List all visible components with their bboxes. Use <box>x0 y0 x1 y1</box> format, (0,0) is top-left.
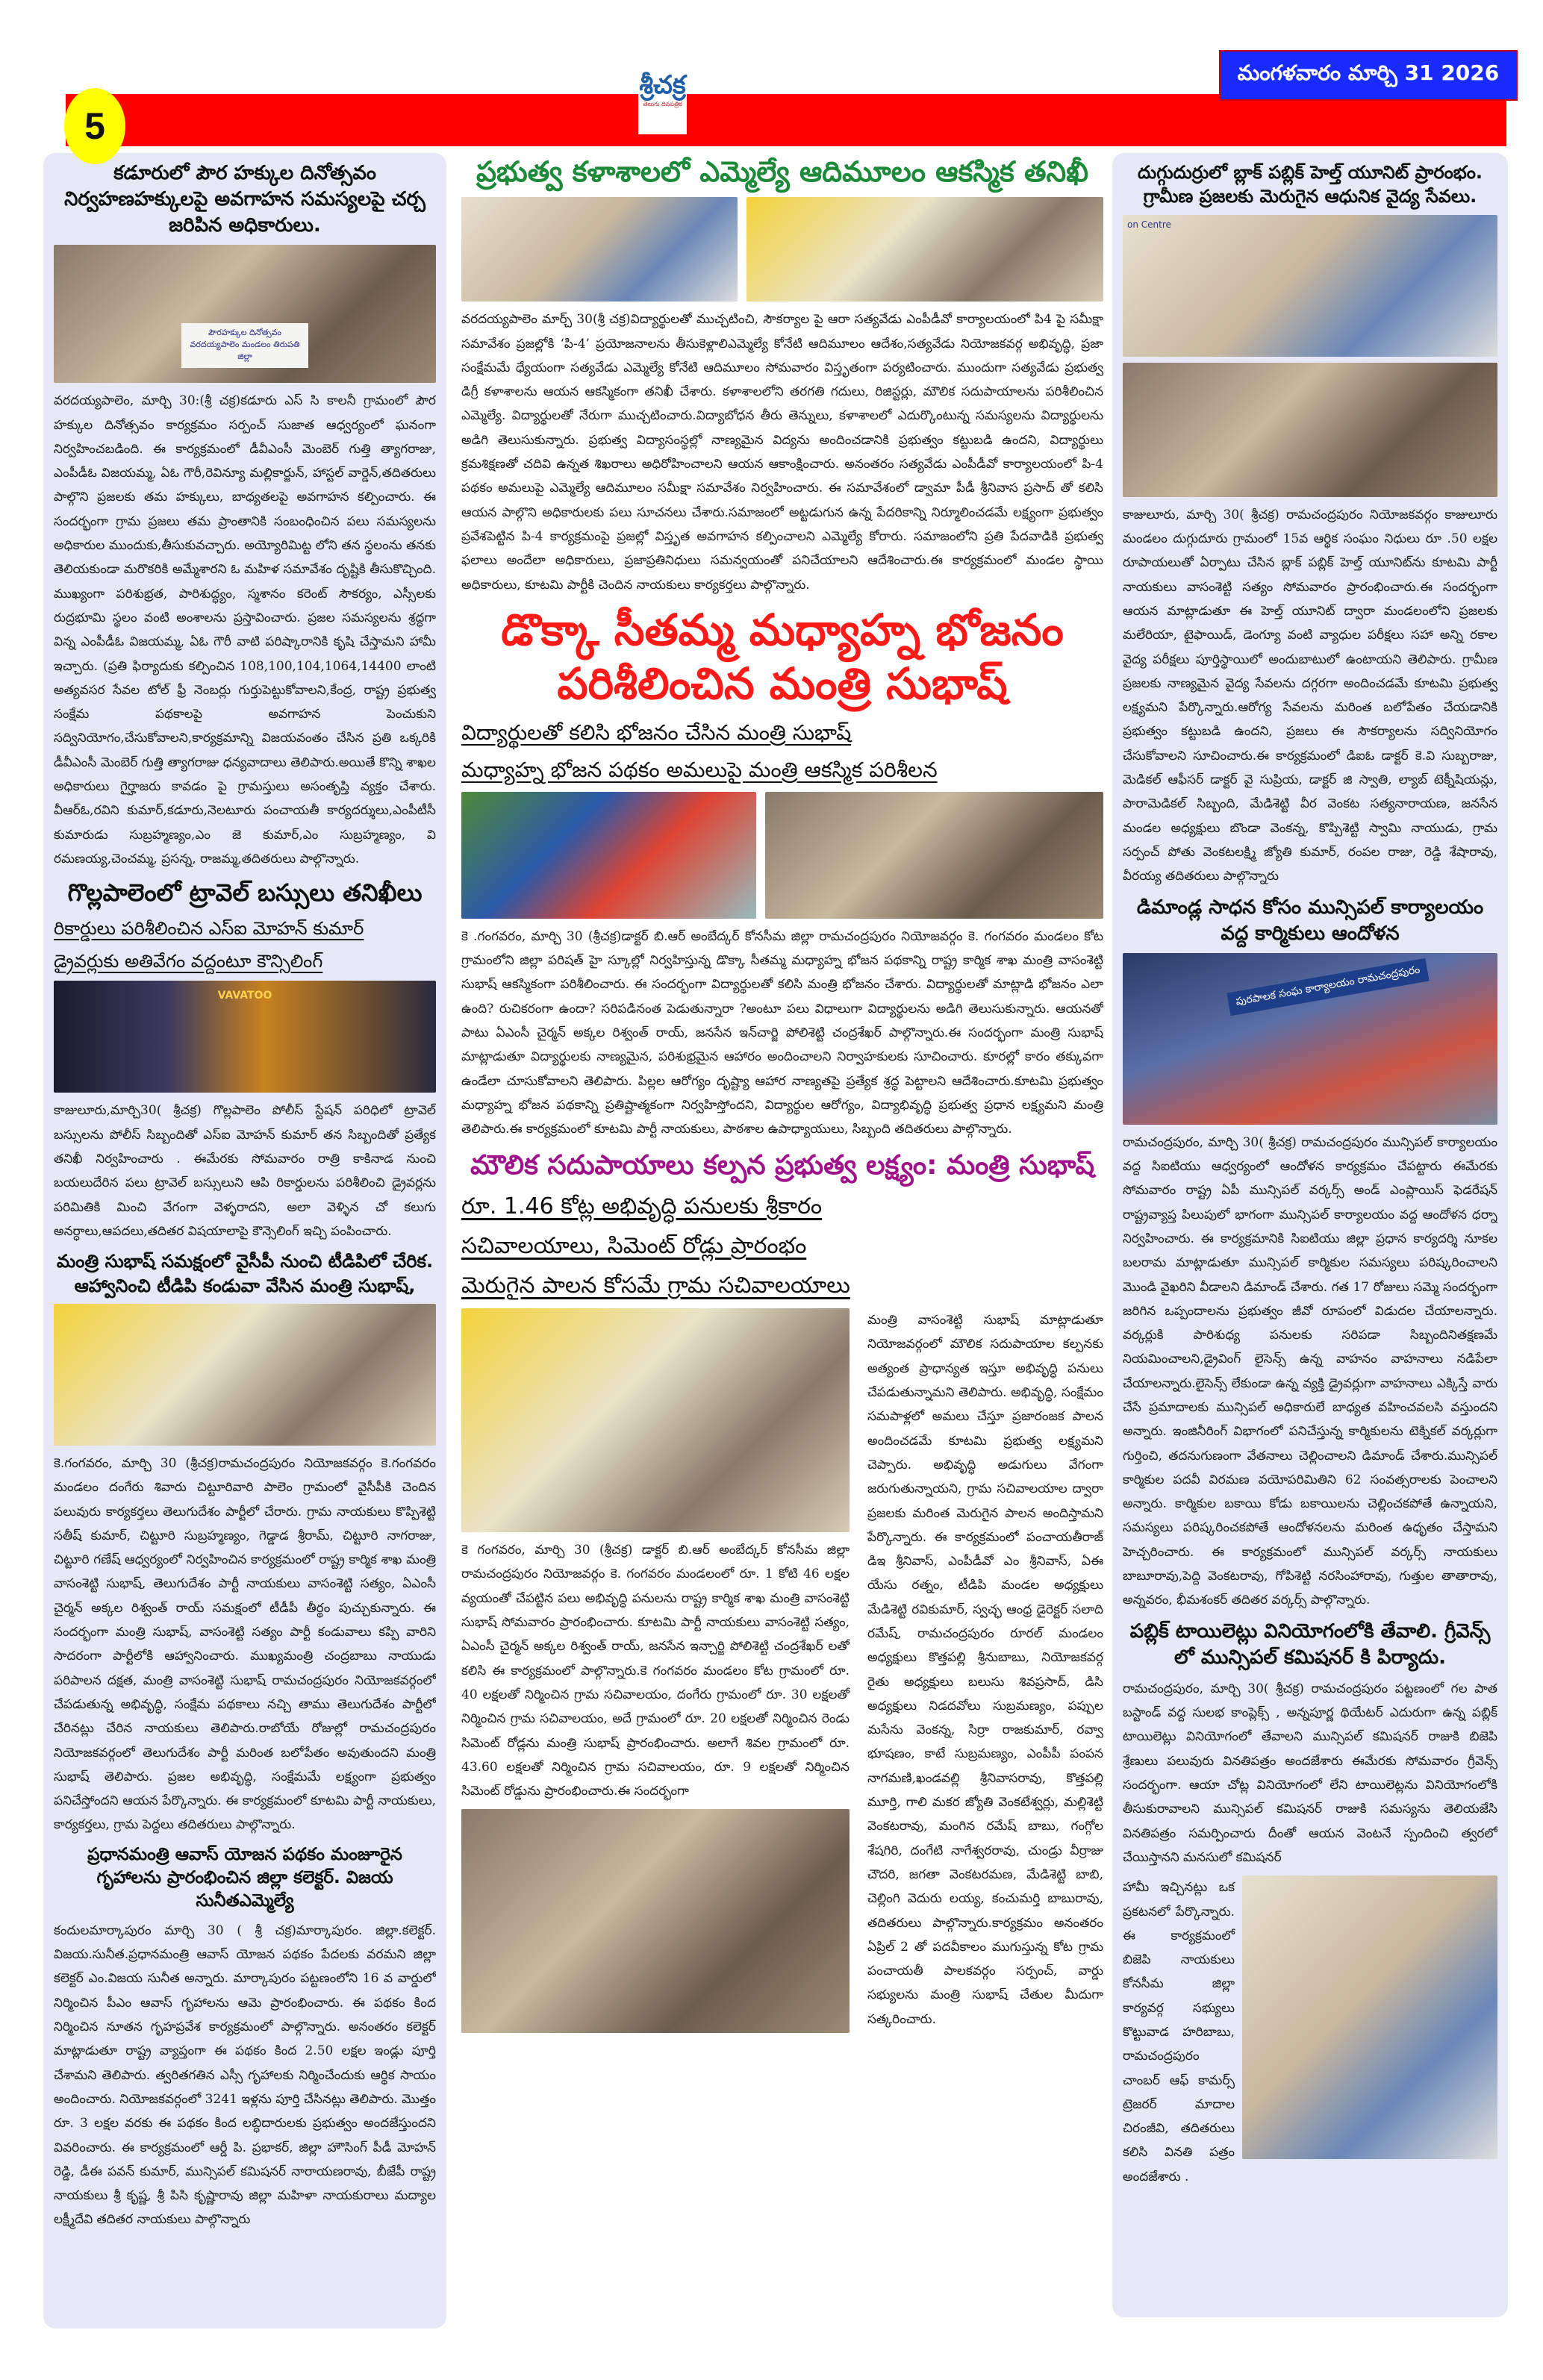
left-article-1-headline: కడూరులో పౌర హక్కుల దినోత్సవం నిర్వహణహక్కులపై అవగాహన సమస్యలపై చర్చ జరిపిన అధికారులు. <box>64 162 426 237</box>
left-article-1-body: వరదయ్యపాలెం, మార్చి 30:(శ్రీ చక్ర)కడూరు ఎస్ సి కాలనీ గ్రామంలో పౌర హక్కుల దినోత్సవం కార్యక్రమం సర్పంచ్ సుజాత ఆధ్వర్యంలో ఘనంగా నిర్వహించబడింది. ఈ కార్యక్రమంలో డీవీఎంసీ మెంబెర్ గుత్తి త్యాగరాజు, ఎంపీడీఓ విజయమ్మ, ఏఓ గౌరీ,రెవిన్యూ మల్లికార్జున్, హాస్టల్ వార్డెన్,తదితరులు పాల్గొని ప్రజలకు తమ హక్కులు, బాధ్యతలపై అవగాహన కల్పించారు. ఈ సందర్భంగా గ్రామ ప్రజలు తమ ప్రాంతానికి సంబంధించిన పలు సమస్యలను అధికారుల ముందుకు,తీసుకువచ్చారు. అయ్యోరిమిట్ట లోని తన స్థలంను తనకు తెలియకుండా మరొకరికి అమ్మేశారని ఓ మహిళ సమావేశం దృష్టికి తీసుకొచ్చింది. ముఖ్యంగా పరిశుభ్రత, పారిశుద్ధ్యం, స్మశానం కరెంట్ సౌకర్యం, ఎస్సీలకు రుద్రభూమి స్థలం వంటి అంశాలను ప్రస్తావించారు. ప్రజల సమస్యలను శ్రద్ధగా విన్న ఎంపీడీఓ విజయమ్మ, ఏఓ గౌరీ వాటి పరిష్కారానికి కృషి చేస్తామని హామీ ఇచ్చారు. (ప్రతి ఫిర్యాదుకు కల్పించిన 108,100,104,1064,14400 లాంటి అత్యవసర సేవల టోల్ ఫ్రీ నెంబర్లు గుర్తుపెట్టుకోవాలని,కేంద్ర, రాష్ట్ర ప్రభుత్వ సంక్షేమ పథకాలపై అవగాహన పెంచుకుని సద్వినియోగం,చేసుకోవాలని,కార్యక్రమాన్ని విజయవంతం చేసిన ప్రతి ఒక్కరికి డీవీఎంసీ మెంబెర్ గుత్తి త్యాగరాజు ధన్యవాదాలు తెలిపారు.అయితే కొన్ని శాఖల అధికారులు గైర్హాజరు కావడం పై గ్రామస్తులు అసంతృప్తి వ్యక్తం చేశారు. వీఆర్ఓ,రవిని కుమార్,కడూరు,నెలటూరు పంచాయతీ కార్యదర్శులు,ఎంపీటీసీ కుమారుడు సుబ్రహ్మణ్యం,ఎం జె కుమార్,ఎం సుబ్రహ్మణ్యం, వి రమణయ్య,చెంచమ్మ, ప్రసన్న, రాజమ్మ,తదితరులు పాల్గొన్నారు. <box>54 393 436 866</box>
middle-article-2-subhead-1: విద్యార్థులతో కలిసి భోజనం చేసిన మంత్రి సుభాష్ <box>461 719 852 745</box>
middle-article-3-photo-1 <box>461 1308 850 1532</box>
logo-text: శ్రీచక్ర <box>639 69 686 100</box>
middle-article-3-body-left: కె గంగవరం, మార్చి 30 (శ్రీచక్ర) డాక్టర్ బి.ఆర్ అంబేద్కర్ కోనసీమ జిల్లా రామచంద్రపురం నియోజవర్గం కె. గంగవరం మండలంలో రూ. 1 కోటి 46 లక్షల వ్యయంతో చేపట్టిన పలు అభివృద్ధి పనులను రాష్ట్ర కార్మిక శాఖ మంత్రి వాసంశెట్టి సుభాష్ సోమవారం ప్రారంభించారు. కూటమి పార్టీ నాయకులు వాసంశెట్టి సత్యం, ఏఎంసీ చైర్మన్ అక్కల రిశ్వంత్ రాయ్, జనసేన ఇన్చార్జి పోలిశెట్టి చంద్రశేఖర్ లతో కలిసి ఈ కార్యక్రమంలో పాల్గొన్నారు.కె గంగవరం మండలం కోట గ్రామంలో రూ. 40 లక్షలతో నిర్మించిన గ్రామ సచివాలయం, దంగేరు గ్రామంలో రూ. 30 లక్షలతో నిర్మించిన గ్రామ సచివాలయం, అదే గ్రామంలో రూ. 20 లక్షలతో నిర్మించిన రెండు సిమెంట్ రోడ్లను మంత్రి సుభాష్ ప్రారంభించారు. అలాగే శివల గ్రామంలో రూ. 43.60 లక్షలతో నిర్మించిన గ్రామ సచివాలయం, రూ. 9 లక్షలతో నిర్మించిన సిమెంట్ రోడ్డును ప్రారంభించారు.ఈ సందర్భంగా <box>461 1543 850 1799</box>
middle-article-1-photo-2 <box>746 197 1103 302</box>
left-article-2-photo <box>54 981 436 1093</box>
left-article-3-photo <box>54 1304 436 1446</box>
right-article-1-photo-1 <box>1123 215 1497 357</box>
masthead-bar <box>66 94 1506 146</box>
left-article-2-subhead-2: డ్రైవర్లుకు అతివేగం వద్దంటూ కౌన్సిలింగ్ <box>54 951 323 972</box>
middle-article-3-subhead-3: మెరుగైన పాలన కోసమే గ్రామ సచివాలయాలు <box>461 1272 850 1299</box>
right-article-3-headline: పబ్లిక్ టాయిలెట్లు వినియోగంలోకి తేవాలి. గ్రీవెన్స్ లో మున్సిపల్ కమిషనర్ కి పిర్యాదు. <box>1129 1620 1491 1669</box>
right-article-3-photo <box>1242 1875 1497 2159</box>
middle-article-2-headline: డొక్కా సీతమ్మ మధ్యాహ్న భోజనం పరిశీలించిన మంత్రి సుభాష్ <box>501 604 1064 710</box>
middle-article-3-subhead-2: సచివాలయాలు, సిమెంట్ రోడ్లు ప్రారంభం <box>461 1233 807 1260</box>
left-article-1-photo <box>54 245 436 383</box>
right-article-1-headline: దుగ్గుదుర్రులో బ్లాక్ పబ్లిక్ హెల్త్ యూనిట్ ప్రారంభం. గ్రామీణ ప్రజలకు మెరుగైన ఆధునిక వైద్య సేవలు. <box>1137 162 1483 207</box>
middle-article-3-body-right: మంత్రి వాసంశెట్టి సుభాష్ మాట్లాడుతూ నియోజవర్గంలో మౌలిక సదుపాయాల కల్పనకు అత్యంత ప్రాధాన్యత ఇస్తూ అభివృద్ధి పనులు చేపడుతున్నామని తెలిపారు. అభివృద్ధి, సంక్షేమం సమపాళ్లలో అమలు చేస్తూ ప్రజారంజక పాలన అందించడమే కూటమి ప్రభుత్వ లక్ష్యమని చెప్పారు. అభివృద్ధి అడుగులు వేగంగా జరుగుతున్నాయని, గ్రామ సచివాలయాల ద్వారా ప్రజలకు మరింత మెరుగైన పాలన అందిస్తామని పేర్కొన్నారు. ఈ కార్యక్రమంలో పంచాయతీరాజ్ డిఇ శ్రీనివాస్, ఎంపీడీవో ఎం శ్రీనివాస్, ఏఈ యేసు రత్నం, టీడిపి మండల అధ్యక్షులు మేడిశెట్టి రవికుమార్, స్వచ్ఛ ఆంధ్ర డైరెక్టర్ సలాది రమేష్, రామచంద్రపురం రూరల్ మండలం అధ్యక్షులు కొత్తపల్లి శ్రీనుబాబు, నియోజకవర్గ రైతు అధ్యక్షులు బలుసు శివప్రసాద్, డిసి అధ్యక్షులు నిడదవోలు సుబ్రమణ్యం, పప్పుల మసేను వెంకన్న, సిర్రా రాజకుమార్, రవ్వా భూషణం, కాటే సుబ్రమణ్యం, ఎంపీపీ పంపన నాగమణి,ఖండవల్లి శ్రీనివాసరావు, కొత్తపల్లి మూర్తి, గాలి మకర జ్యోతి వెంకటేశ్వర్లు, మల్లిశెట్టి వెంకటరావు, మంగిన రమేష్ బాబు, గంగ్గోల శేషగిరి, దంగేటి నాగేశ్వరరావు, చుండ్రు వీర్రాజు చౌదరి, జగతా వెంకటరమణ, మేడిశెట్టి బాబి, చెల్లింగి వెదురు లయ్య, కంచుమర్తి బాబురావు, తదితరులు పాల్గొన్నారు.కార్యక్రమం అనంతరం ఏప్రిల్ 2 తో పదవీకాలం ముగుస్తున్న కోట గ్రామ పంచాయతీ పాలకవర్గం సర్పంచ్, వార్డు సభ్యులను మంత్రి సుభాష్ చేతుల మీదుగా సత్కరించారు. <box>867 1313 1103 2027</box>
middle-article-2-photo-2 <box>765 792 1103 919</box>
photo-sign-text: on Centre <box>1127 219 1171 230</box>
middle-article-1-body: వరదయ్యపాలెం మార్చ్ 30(శ్రీ చక్ర)విద్యార్థులతో ముచ్చటించి, సౌకర్యాల పై ఆరా సత్యవేడు ఎంపీడీవో కార్యాలయంలో పి4 పై సమీక్షా సమావేశం ప్రజల్లోకి ‘పి-4’ ప్రయోజనాలను తీసుకెళ్లాలిఎమ్మెల్యే కోనేటి ఆదిమూలం ఆదేశం,సత్యవేడు నియోజకవర్గ అభివృద్ధి, ప్రజా సంక్షేమమే ధ్యేయంగా సత్యవేడు ఎమ్మెల్యే కోనేటి ఆదిమూలం సోమవారం విస్తృతంగా పర్యటించారు. ముందుగా సత్యవేడు ప్రభుత్వ డిగ్రీ కళాశాలను ఆయన ఆకస్మికంగా తనిఖీ చేశారు. కళాశాలలోని తరగతి గదులు, రిజిస్టర్లు, మౌలిక సదుపాయాలను పరిశీలించిన ఎమ్మెల్యే. విద్యార్థులతో నేరుగా ముచ్చటించారు.విద్యాబోధన తీరు తెన్నులు, కళాశాలలో ఎదుర్కొంటున్న సమస్యలను విద్యార్థులను అడిగి తెలుసుకున్నారు. ప్రభుత్వ విద్యాసంస్థల్లో నాణ్యమైన విద్యను అందించడానికి ప్రభుత్వం కట్టుబడి ఉందని, విద్యార్థులు క్రమశిక్షణతో చదివి ఉన్నత శిఖరాలు అధిరోహించాలని ఆయన ఆకాంక్షించారు. అనంతరం సత్యవేడు ఎంపీడీవో కార్యాలయంలో పి-4 పథకం అమలుపై ఎమ్మెల్యే ఆదిమూలం సమీక్షా సమావేశం నిర్వహించారు. ఈ సమావేశంలో డ్వామా పీడీ శ్రీనివాస ప్రసాద్ తో కలిసి ఆయన పాల్గొని అధికారులకు పలు సూచనలు చేశారు.సమాజంలో అట్టడుగున ఉన్న పేదరికాన్ని నిర్మూలించడమే లక్ష్యంగా ప్రభుత్వం ప్రవేశపెట్టిన పి-4 కార్యక్రమంపై ప్రజల్లో విస్తృత అవగాహన కల్పించాలని ఎమ్మెల్యే కోరారు. సమాజంలోని ప్రతి పేదవాడికి ప్రభుత్వ ఫలాలు అందేలా అధికారులు, ప్రజాప్రతినిధులు సమన్వయంతో పనిచేయాలని ఆదేశించారు.ఈ కార్యక్రమంలో మండల స్థాయి అధికారులు, కూటమి పార్టీకి చెందిన నాయకులు కార్యకర్తలు పాల్గొన్నారు. <box>461 312 1103 593</box>
middle-article-1-headline: ప్రభుత్వ కళాశాలలో ఎమ్మెల్యే ఆదిమూలం ఆకస్మిక తనిఖీ <box>476 155 1088 188</box>
municipal-sign-text: పురపాలక సంఘ కార్యాలయం రామచంద్రపురం <box>1226 958 1429 1015</box>
photo-banner-text: పౌరహక్కుల దినోత్సవం వరదయ్యపాలెం మండలం తిరుపతి జిల్లా <box>181 323 308 368</box>
middle-article-3-photo-2 <box>461 1809 850 2033</box>
right-column <box>1112 153 1508 2317</box>
right-article-3-body-side: హామీ ఇచ్చినట్లు ఒక ప్రకటనలో పేర్కొన్నారు. ఈ కార్యక్రమంలో బిజెపి నాయకులు కోనసీమ జిల్లా కార్యవర్గ సభ్యులు కొట్టువాడ హరిబాబు, రామచంద్రపురం చాంబర్ ఆఫ్ కామర్స్ ట్రెజరర్ మాదాల చిరంజీవి, తదితరులు కలిసి వినతి పత్రం అందజేశారు . <box>1123 1880 1235 2184</box>
right-article-1-photo-2 <box>1123 363 1497 497</box>
page-number-badge: 5 <box>64 88 125 164</box>
left-article-4-body: కందులమార్కాపురం మార్చి 30 ( శ్రీ చక్ర)మార్కాపురం. జిల్లా.కలెక్టర్. విజయ.సునీత.ప్రధానమంత్రి ఆవాస్ యోజన పథకం పేదలకు వరమని జిల్లా కలెక్టర్ ఎం.విజయ సునీత అన్నారు. మార్కాపురం పట్టణంలోని 16 వ వార్డులో నిర్మించిన పీఎం ఆవాస్ గృహాలను ఆమె ప్రారంభించారు. ఈ పథకం కింద నిర్మించిన నూతన గృహప్రవేశ కార్యక్రమంలో పాల్గొన్నారు. అనంతరం కలెక్టర్ మాట్లాడుతూ రాష్ట్ర వ్యాప్తంగా ఈ పథకం కింద 2.50 లక్షల ఇండ్లు పూర్తి చేశామని తెలిపారు. త్వరితగతిన ఎస్సీ గృహాలకు నిర్మించేందుకు ఆర్థిక సాయం అందించారు. నియోజకవర్గంలో 3241 ఇళ్లను పూర్తి చేసినట్లు తెలిపారు. మొత్తం రూ. 3 లక్షల వరకు ఈ పథకం కింద లబ్ధిదారులకు ప్రభుత్వం అందజేస్తుందని వివరించారు. ఈ కార్యక్రమంలో ఆర్డీ పి. ప్రభాకర్, జిల్లా హౌసింగ్ పీడీ మోహన్ రెడ్డి, డీఈ పవన్ కుమార్, మున్సిపల్ కమిషనర్ నారాయణరావు, బీజేపీ రాష్ట్ర నాయకులు శ్రీ కృష్ణ, శ్రీ పిసి కృష్ణారావు జిల్లా మహిళా నాయకురాలు మద్యాల లక్ష్మీదేవి తదితర నాయకులు పాల్గొన్నారు <box>54 1923 436 2228</box>
left-column <box>43 153 446 2329</box>
middle-article-3-subhead-1: రూ. 1.46 కోట్ల అభివృద్ధి పనులకు శ్రీకారం <box>461 1193 823 1220</box>
left-article-2-headline: గొల్లపాలెంలో ట్రావెల్ బస్సులు తనిఖీలు <box>67 878 423 908</box>
right-article-2-body: రామచంద్రపురం, మార్చి 30( శ్రీచక్ర) రామచంద్రపురం మున్సిపల్ కార్యాలయం వద్ద సిఐటియు ఆధ్వర్యంలో ఆందోళన కార్యక్రమం చేపట్టారు ఈమేరకు సోమవారం రాష్ట్ర ఏపీ మున్సిపల్ వర్కర్స్ అండ్ ఎంప్లాయిస్ ఫెడరేషన్ రాష్ట్రవ్యాప్త పిలుపులో భాగంగా మున్సిపల్ కార్యాలయం వద్ద ఆందోళన ధర్నా నిర్వహించారు. ఈ కార్యక్రమానికి సిఐటియు జిల్లా ప్రధాన కార్యదర్శి నూకల బలరామ మాట్లాడుతూ మున్సిపల్ కార్మికుల సమస్యలు పరిష్కరించాలని మొండి వైఖరిని వీడాలని డిమాండ్ చేశారు. గత 17 రోజులు సమ్మె సందర్భంగా జరిగిన ఒప్పందాలను ప్రభుత్వం జీవో రూపంలో విడుదల చేయాలన్నారు. వర్కర్లుకి పారిశుధ్య పనులకు సరిపడా సిబ్బందినితక్షణమే నియమించాలని,డ్రైవింగ్ లైసెన్స్ ఉన్న వాహనం వాహనాలు నడిపేలా చేయాలన్నారు.లైసెన్స్ లేకుండా ఉన్న వ్యక్తి డ్రైవర్లుగా వాహనాలు ఎక్కిస్తే వారు చేసే ప్రమాదాలకు మున్సిపల్ అధికారులే బాధ్యత వహించవలసి వస్తుందని అన్నారు. ఇంజినీరింగ్ విభాగంలో పనిచేస్తున్న కార్మికులను టెక్నికల్ వర్కర్లుగా గుర్తించి, తదనుగుణంగా వేతనాలు చెల్లించాలని డిమాండ్ చేశారు.మున్సిపల్ కార్మికుల పదవీ విరమణ వయోపరిమితిని 62 సంవత్సరాలకు పెంచాలని అన్నారు. కార్మికుల బకాయి కోడు బకాయిలను చెల్లించకపోతే ఉన్నాయని, సమస్యలు పరిష్కరించకపోతే ఆందోళనలను మరింత ఉధృతం చేస్తామని హెచ్చరించారు. ఈ కార్యక్రమంలో మున్సిపల్ వర్కర్స్ నాయకులు బాబూరావు,పెద్ది వెంకటరావు, గోపిశెట్టి నరసింహారావు, గుత్తుల తాతారావు, అన్నవరం, భీమశంకర్ తదితర వర్కర్స్ పాల్గొన్నారు. <box>1123 1134 1497 1608</box>
middle-article-3-headline: మౌలిక సదుపాయాలు కల్పన ప్రభుత్వ లక్ష్యం: మంత్రి సుభాష్ <box>470 1149 1094 1181</box>
issue-date: మంగళవారం మార్చి 31 2026 <box>1219 50 1518 101</box>
middle-article-2-photo-1 <box>461 792 756 919</box>
middle-article-1-photo-1 <box>461 197 738 302</box>
left-article-4-headline: ప్రధానమంత్రి ఆవాస్ యోజన పథకం మంజూరైన గృహాలను ప్రారంభించిన జిల్లా కలెక్టర్. విజయ సునీతఎమ్మెల్యే <box>87 1844 402 1911</box>
middle-article-2-subhead-2: మధ్యాహ్న భోజన పథకం అమలుపై మంత్రి ఆకస్మిక పరిశీలన <box>461 757 938 782</box>
right-article-3-body-top: రామచంద్రపురం, మార్చి 30( శ్రీచక్ర) రామచంద్రపురం పట్టణంలో గల పాత బస్టాండ్ వద్ద సులభ కాంప్లెక్స్ , అన్నపూర్ణ థియేటర్ ఎదురుగా ఉన్న పబ్లిక్ టాయిలెట్లు వినియోగంలో తేవాలని మున్సిపల్ కమిషనర్ రాజుకి బిజెపి శ్రేణులు పలువురు వినతిపత్రం అందజేశారు ఈమేరకు సోమవారం గ్రీవెన్స్ సందర్భంగా. ఆయా చోట్ల వినియోగంలో లేని టాయిలెట్లను వినియోగంలోకి తీసుకురావాలని మున్సిపల్ కమిషనర్ రాజుకి సమస్యను తెలియజేసి వినతిపత్రం సమర్పించారు దీంతో ఆయన వెంటనే స్పందించి త్వరలో చేయిస్తానని మనసులో కమిషనర్ <box>1123 1681 1497 1865</box>
right-article-2-headline: డిమాండ్ల సాధన కోసం మున్సిపల్ కార్యాలయం వద్ద కార్మికులు ఆందోళన <box>1136 896 1484 945</box>
left-article-3-body: కె.గంగవరం, మార్చి 30 (శ్రీచక్ర)రామచంద్రపురం నియోజకవర్గం కె.గంగవరం మండలం దంగేరు శివారు చిట్టూరివారి పాలెం గ్రామంలో వైసీపీకి చెందిన పలువురు కార్యకర్తలు తెలుగుదేశం పార్టీలో చేరారు. గ్రామ నాయకులు కొప్పిశెట్టి సతీష్ కుమార్, చిట్టూరి సుబ్రహ్మణ్యం, గెడ్డాడ శ్రీరామ్, చిట్టూరి నాగరాజు, చిట్టూరి గణేష్ ఆధ్వర్యంలో నిర్వహించిన కార్యక్రమంలో రాష్ట్ర కార్మిక శాఖ మంత్రి వాసంశెట్టి సుభాష్, తెలుగుదేశం పార్టీ నాయకులు వాసంశెట్టి సత్యం, ఏఎంసీ చైర్మన్ అక్కల రిశ్వంత్ రాయ్ సమక్షంలో టీడీపీ తీర్థం పుచ్చుకున్నారు. ఈ సందర్భంగా మంత్రి సుభాష్, వాసంశెట్టి సత్యం పార్టీ కండువాలు కప్పి వారిని సాదరంగా పార్టీలోకి ఆహ్వానించారు. ముఖ్యమంత్రి చంద్రబాబు నాయుడు పరిపాలన దక్షత, మంత్రి వాసంశెట్టి సుభాష్ రామచంద్రపురం నియోజకవర్గంలో చేపడుతున్న అభివృద్ధి, సంక్షేమ పథకాలు నచ్చి తాము తెలుగుదేశం పార్టీలో చేరినట్లు చేరిన నాయకులు తెలిపారు.రాబోయే రోజుల్లో రామచంద్రపురం నియోజకవర్గంలో తెలుగుదేశం పార్టీ మరింత బలోపేతం అవుతుందని మంత్రి సుభాష్ తెలిపారు. ప్రజల అభివృద్ధి, సంక్షేమమే లక్ష్యంగా ప్రభుత్వం పనిచేస్తోందని ఆయన పేర్కొన్నారు. ఈ కార్యక్రమంలో కూటమి పార్టీ నాయకులు, కార్యకర్తలు, గ్రామ పెద్దలు తదితరులు పాల్గొన్నారు. <box>54 1455 436 1833</box>
left-article-2-body: కాజులూరు,మార్చి30( శ్రీచక్ర) గొల్లపాలెం పోలీస్ స్టేషన్ పరిధిలో ట్రావెల్ బస్సులను పోలీస్ సిబ్బందితో ఎస్ఐ మోహన్ కుమార్ తన సిబ్బందితో ప్రత్యేక తనిఖీ నిర్వహించారు . ఈమేరకు సోమవారం రాత్రి కాకినాడ నుంచి బయలుదేరిన పలు ట్రావెల్ బస్సులుని ఆపి రికార్డులను పరిశీలించి డ్రైవర్లను పరిమితికి మించి వేగంగా వెళ్ళరాదని, అలా వెళ్ళిన చో కలుగు అనర్ధాలు,ఆపదలు,తదితర విషయాలాపై కౌన్సెలింగ్ ఇచ్చి పంపించారు. <box>54 1103 436 1239</box>
logo-tagline: తెలుగు దినపత్రిక <box>643 100 682 107</box>
bus-label: VAVATOO <box>217 990 272 1002</box>
middle-column <box>461 153 1103 2340</box>
middle-article-2-body: కె .గంగవరం, మార్చి 30 (శ్రీచక్ర)డాక్టర్ బి.ఆర్ అంబేద్కర్ కోనసీమ జిల్లా రామచంద్రపురం నియోజవర్గం కె. గంగవరం మండలం కోట గ్రామంలోని జిల్లా పరిషత్ హై స్కూల్లో నిర్వహిస్తున్న డొక్కా సీతమ్మ మధ్యాహ్న భోజన పథకాన్ని రాష్ట్ర కార్మిక శాఖ మంత్రి వాసంశెట్టి సుభాష్ ఆకస్మికంగా పరిశీలించారు. ఈ సందర్భంగా విద్యార్థులతో కలిసి మంత్రి భోజనం చేశారు. విద్యార్థులతో మాట్లాడి భోజనం ఎలా ఉంది? రుచికరంగా ఉందా? సరిపడినంత పెడుతున్నారా ?అంటూ పలు విధాలుగా విద్యార్థులను అడిగి తెలుసుకున్నారు. ఆయనతో పాటు ఏఎంసీ చైర్మన్ అక్కల రిశ్వంత్ రాయ్, జనసేన ఇన్‌చార్జి పోలిశెట్టి చంద్రశేఖర్ పాల్గొన్నారు.ఈ సందర్భంగా మంత్రి సుభాష్ మాట్లాడుతూ విద్యార్థులకు నాణ్యమైన, పరిశుభ్రమైన ఆహారం అందించాలని నిర్వాహకులకు సూచించారు. కూరల్లో కారం తక్కువగా ఉండేలా చూసుకోవాలని తెలిపారు. పిల్లల ఆరోగ్యం దృష్ట్యా ఆహార నాణ్యతపై ప్రత్యేక శ్రద్ధ పెట్టాలని ఆదేశించారు.కూటమి ప్రభుత్వం మధ్యాహ్న భోజన పథకాన్ని ప్రతిష్టాత్మకంగా నిర్వహిస్తోందని, విద్యార్థుల ఆరోగ్యం, విద్యాభివృద్ధి ప్రభుత్వ ప్రధాన లక్ష్యమని మంత్రి తెలిపారు.ఈ కార్యక్రమంలో కూటమి పార్టీ నాయకులు, పాఠశాల ఉపాధ్యాయులు, సిబ్బంది తదితరులు పాల్గొన్నారు. <box>461 928 1103 1137</box>
left-article-3-headline: మంత్రి సుభాష్ సమక్షంలో వైసీపీ నుంచి టీడిపిలో చేరిక. ఆహ్వానించి టీడిపి కండువా వేసిన మంత్రి సుభాష్, <box>56 1251 434 1296</box>
right-article-2-photo <box>1123 953 1497 1125</box>
newspaper-logo[interactable] <box>638 46 687 134</box>
right-article-1-body: కాజులూరు, మార్చి 30( శ్రీచక్ర) రామచంద్రపురం నియోజకవర్గం కాజులూరు మండలం దుగ్గుదూరు గ్రామంలో 15వ ఆర్థిక సంఘం నిధులు రూ .50 లక్షల రూపాయలుతో ఏర్పాటు చేసిన బ్లాక్ పబ్లిక్ హెల్త్ యూనిట్‌ను కూటమి పార్టీ నాయకులు వాసంశెట్టి సత్యం సోమవారం ప్రారంభించారు.ఈ సందర్భంగా ఆయన మాట్లాడుతూ ఈ హెల్త్ యూనిట్ ద్వారా మండలంలోని ప్రజలకు మలేరియా, టైఫాయిడ్, డెంగ్యూ వంటి వ్యాధుల పరీక్షలు సహా అన్ని రకాల వైద్య పరీక్షలు పూర్తిస్థాయిలో అందుబాటులో ఉంటాయని తెలిపారు. గ్రామీణ ప్రజలకు నాణ్యమైన వైద్య సేవలను దగ్గరగా అందించడమే కూటమి ప్రభుత్వ లక్ష్యమని పేర్కొన్నారు.ఆరోగ్య సేవలను మరింత బలోపేతం చేయడానికి ప్రభుత్వం కట్టుబడి ఉందని, ప్రజలు ఈ సౌకర్యాలను సద్వినియోగం చేసుకోవాలని సూచించారు.ఈ కార్యక్రమంలో డిఐఓ డాక్టర్ కె.వి సుబ్బరాజు, మెడికల్ ఆఫీసర్ డాక్టర్ వై సుప్రియ, డాక్టర్ జి స్వాతి, ల్యాబ్ టెక్నీషియన్లు, పారామెడికల్ సిబ్బంది, మేడిశెట్టి వీర వెంకట సత్యనారాయణ, జనసేన మండల అధ్యక్షులు బొండా వెంకన్న, కొప్పిశెట్టి స్వామి నాయుడు, గ్రామ సర్పంచ్ పోతు వెంకటలక్ష్మి జ్యోతి కుమార్, రంపల రాజు, రెడ్డి శేషారావు, వీరయ్య తదితరులు పాల్గొన్నారు <box>1123 507 1497 884</box>
left-article-2-subhead-1: రికార్డులు పరిశీలించిన ఎస్ఐ మోహన్ కుమార్ <box>54 918 364 940</box>
